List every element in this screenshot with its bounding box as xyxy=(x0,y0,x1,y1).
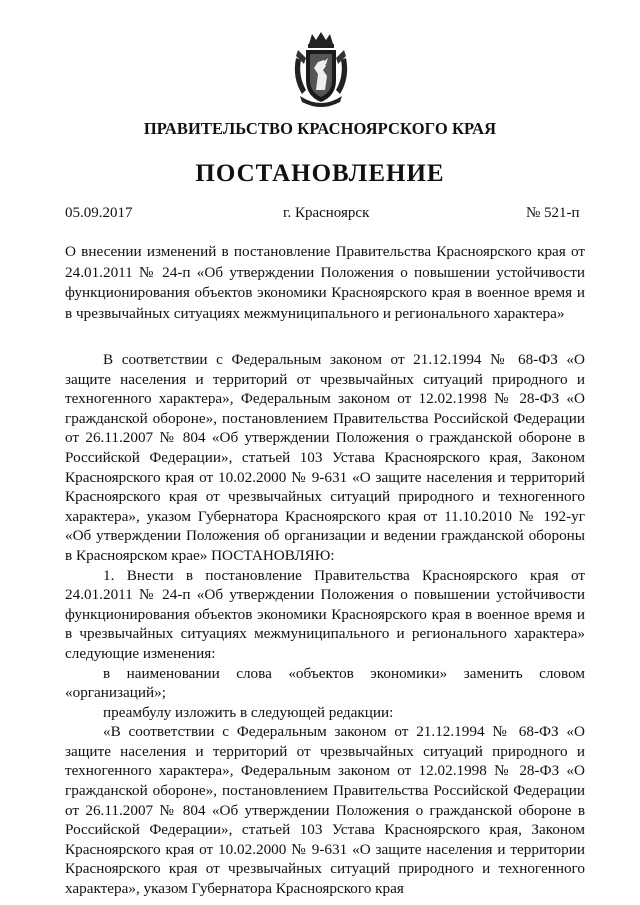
body-paragraph-3: в наименовании слова «объектов экономики» заменить словом «организаций»; xyxy=(65,664,585,702)
document-type-title: ПОСТАНОВЛЕНИЕ xyxy=(195,160,445,187)
body-paragraph-5: «В соответствии с Федеральным законом от 21.12.1994 № 68-ФЗ «О защите населения и территорий от чрезвычайных ситуаций природного и техногенного характера», Федеральным законом от 12.02.1998 № 28-ФЗ «О гражданской обороне», постановлением Правительства Российской Федерации от 26.11.2007 № 804 «Об утверждении Положения о гражданской обороне в Российской Федерации», статьей 103 Устава Красноярского края, Законом Красноярского края от 10.02.2000 № 9-631 «О защите населения и территории Красноярского края от чрезвычайных ситуаций природного и техногенного характера», указом Губернатора Красноярского края xyxy=(65,723,585,898)
document-city: г. Красноярск xyxy=(283,205,370,221)
document-subject: О внесении изменений в постановление Правительства Красноярского края от 24.01.2011 № 24-п «Об утверждении Положения о повышении устойчивости функционирования объектов экономики Красноярского края в военное время и в чрезвычайных ситуациях межмуниципального и регионального характера» xyxy=(65,243,585,322)
body-paragraph-1: В соответствии с Федеральным законом от 21.12.1994 № 68-ФЗ «О защите населения и территорий от чрезвычайных ситуаций природного и техногенного характера», Федеральным законом от 12.02.1998 № 28-ФЗ «О гражданской обороне», постановлением Правительства Российской Федерации от 26.11.2007 № 804 «Об утверждении Положения о гражданской обороне в Российской Федерации», статьей 103 Устава Красноярского края, Законом Красноярского края от 10.02.2000 № 9-631 «О защите населения и территорий Красноярского края от чрезвычайных ситуаций природного и техногенного характера», указом Губернатора Красноярского края от 11.10.2010 № 192-уг «Об утверждении Положения об организации и ведении гражданской обороны в Красноярском крае» ПОСТАНОВЛЯЮ: xyxy=(65,351,585,564)
document-number: № 521-п xyxy=(526,205,580,221)
document-date: 05.09.2017 xyxy=(65,205,133,221)
body-paragraph-2: 1. Внести в постановление Правительства Красноярского края от 24.01.2011 № 24-п «Об утверждении Положения о повышении устойчивости функционирования объектов экономики Красноярского края в военное время и в чрезвычайных ситуациях межмуниципального и регионального характера» следующие изменения: xyxy=(65,566,585,662)
body-paragraph-4: преамбулу изложить в следующей редакции: xyxy=(103,703,394,721)
coat-of-arms-icon xyxy=(292,30,350,110)
government-name: ПРАВИТЕЛЬСТВО КРАСНОЯРСКОГО КРАЯ xyxy=(143,119,497,138)
document-body xyxy=(65,350,585,899)
